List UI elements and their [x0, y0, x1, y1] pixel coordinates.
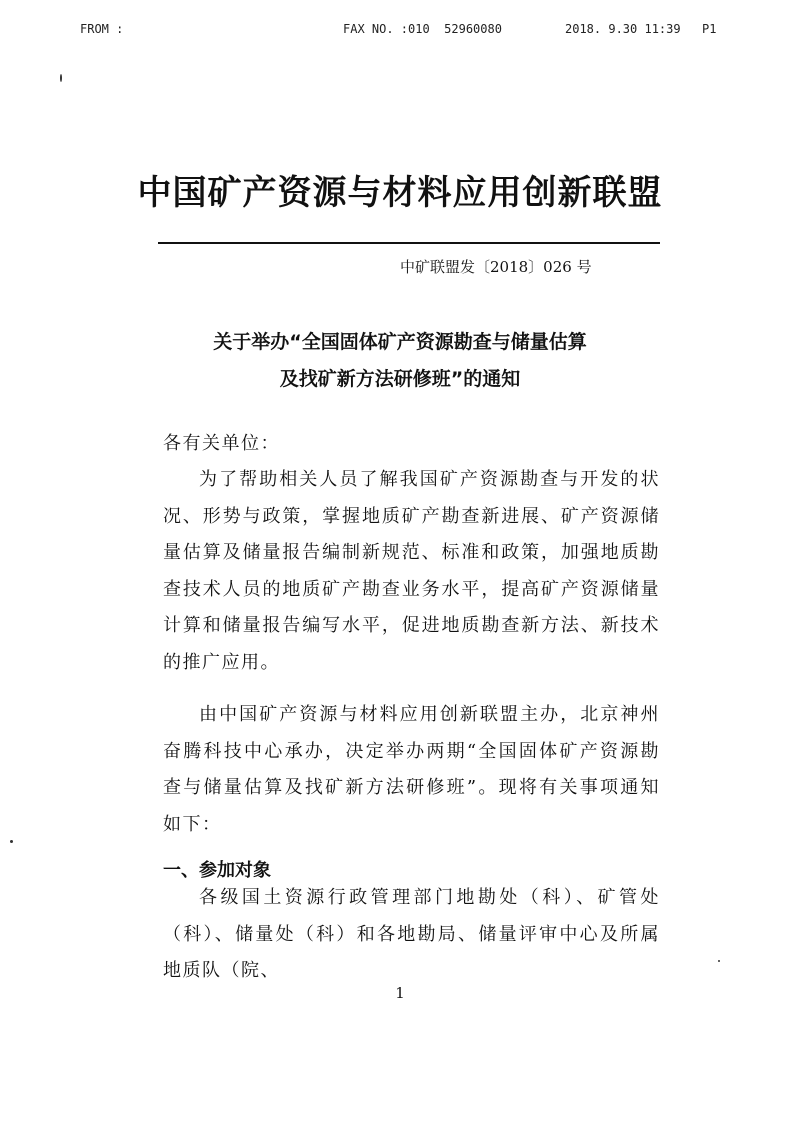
fax-number: FAX NO. :010 52960080: [343, 22, 502, 36]
fax-header: [0, 22, 800, 40]
paragraph-2: 由中国矿产资源与材料应用创新联盟主办，北京神州奋腾科技中心承办，决定举办两期“全国固体矿产资源勘查与储量估算及找矿新方法研修班”。现将有关事项通知如下：: [163, 704, 660, 835]
fax-datetime: 2018. 9.30 11:39: [565, 22, 681, 36]
scan-speck: [10, 840, 13, 843]
salutation: 各有关单位：: [163, 433, 280, 454]
scan-speck: [60, 74, 62, 82]
fax-page: P1: [702, 22, 717, 36]
section-1-text: 各级国土资源行政管理部门地勘处（科）、矿管处（科）、储量处（科）和各地勘局、储量评审中心及所属地质队（院、: [163, 887, 660, 981]
section-1-heading: 一、参加对象: [163, 860, 271, 881]
fax-from: FROM :: [80, 22, 124, 36]
org-name: 中国矿产资源与材料应用创新联盟: [137, 173, 663, 213]
paragraph-1: 为了帮助相关人员了解我国矿产资源勘查与开发的状况、形势与政策，掌握地质矿产勘查新进展、矿产资源储量估算及储量报告编制新规范、标准和政策，加强地质勘查技术人员的地质矿产勘查业务水平，提高矿产资源储量计算和储量报告编写水平，促进地质勘查新方法、新技术的推广应用。: [163, 469, 660, 673]
notice-title-line1: 关于举办“全国固体矿产资源勘查与储量估算: [213, 331, 587, 353]
letterhead-divider: [158, 242, 660, 244]
notice-title-line2: 及找矿新方法研修班”的通知: [279, 368, 521, 390]
page-number: 1: [395, 984, 405, 1002]
document-number: 中矿联盟发〔2018〕026 号: [400, 258, 592, 276]
scan-speck: [718, 960, 720, 962]
